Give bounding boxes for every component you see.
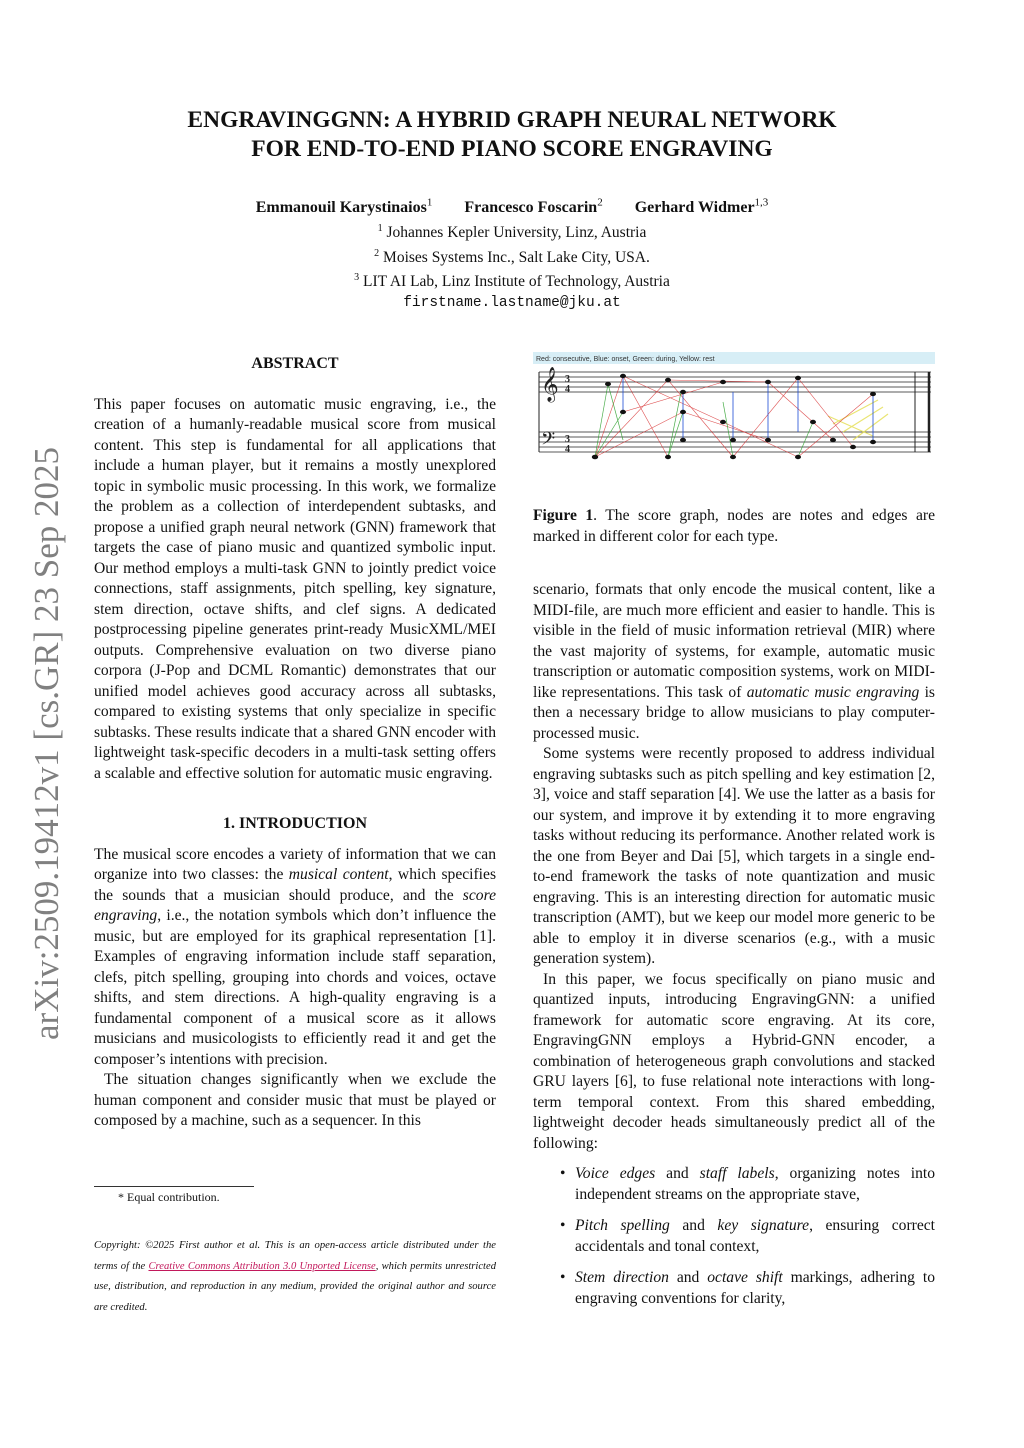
author-name: Francesco Foscarin — [464, 199, 598, 217]
abstract-heading: ABSTRACT — [251, 355, 339, 372]
caption-label: Figure 1 — [533, 507, 594, 524]
text-run: , which permits unrestricted use, distribution, and reproduction in any medium, provided the original author and source are credited. — [94, 1260, 497, 1313]
affiliation-text: Johannes Kepler University, Linz, Austria — [386, 224, 647, 242]
text-run: musical content — [288, 866, 389, 883]
note-heads — [592, 374, 876, 460]
text-run: Stem direction — [575, 1269, 669, 1286]
affiliation-3 — [0, 268, 1024, 293]
list-item — [533, 1216, 935, 1257]
text-run: and — [655, 1165, 700, 1182]
author-sup: 1,3 — [754, 197, 769, 209]
license-link[interactable]: Creative Commons Attribution 3.0 Unported License — [148, 1260, 376, 1272]
text-run: , ensuring correct accidentals and tonal context, — [575, 1217, 936, 1255]
figure-legend: Red: consecutive, Blue: onset, Green: during, Yellow: rest — [536, 356, 715, 363]
affiliations — [0, 219, 1024, 313]
right-paragraph-2: Some systems were recently proposed to address individual engraving subtasks such as pitch spelling and key estimation [2, 3], voice and staff separation [4]. We use the latter as a basis for our system, and improve it by extending it to more engraving tasks without reducing its performance. Another related work is the one from Beyer and Dai [5], which targets in a single end-to-end framework the tasks of note quantization and music engraving. This is an interesting direction for automatic music transcription (AMT), but we keep our model more generic to be able to employ it in diverse scenarios (e.g., with a music generation system). — [533, 745, 935, 967]
copyright-notice — [94, 1236, 496, 1318]
footnote: * Equal contribution. — [118, 1190, 220, 1204]
text-run: markings, adhering to engraving conventions for clarity, — [575, 1269, 936, 1307]
author-list — [0, 197, 1024, 217]
affiliation-text: LIT AI Lab, Linz Institute of Technology, Austria — [363, 273, 670, 291]
affiliation-sup: 2 — [374, 247, 380, 259]
introduction-heading: 1. INTRODUCTION — [222, 815, 367, 832]
text-run: The musical score encodes a variety of information that we can organize into two classes: the — [94, 845, 496, 883]
title-line-2: FOR END-TO-END PIANO SCORE ENGRAVING — [251, 136, 773, 162]
text-run: is then a necessary bridge to allow musicians to play computer-processed music. — [533, 683, 935, 742]
figure-caption — [533, 506, 935, 547]
right-paragraph-3: In this paper, we focus specifically on piano music and quantized inputs, introducing EngravingGNN: a unified framework for automatic score engraving. At its core, EngravingGNN employs a Hybrid-GNN encoder, a combination of heterogeneous graph convolutions and stacked GRU layers [6], to fuse relational note interactions with long-term temporal context. From this shared embedding, lightweight decoder heads simultaneously predict all of the following: — [533, 970, 935, 1152]
time-signature-treble-icon: 4 — [565, 384, 570, 395]
text-run: Copyright: ©2025 First author et al. This is an open-access article distributed under the terms of the — [94, 1240, 496, 1272]
author-1 — [256, 199, 433, 216]
author-sup: 1 — [426, 197, 433, 209]
right-column — [533, 580, 935, 1320]
affiliation-2 — [0, 244, 1024, 269]
rest-edges — [828, 400, 888, 440]
treble-clef-icon: 𝄞 — [541, 368, 559, 401]
author-name: Gerhard Widmer — [634, 199, 755, 217]
text-run: , i.e., the notation symbols which don’t influence the music, but are employed for its graphical representation [1]. Examples of engraving information include staff separation, clefs, pitch spelling, grouping into chords and voices, octave shifts, and stem directions. A high-quality engraving is a fundamental component of a musical score as it allows musicians and musicologists to efficiently read it and get the composer’s intentions with precision. — [94, 907, 496, 1068]
text-run: and — [669, 1217, 718, 1234]
intro-paragraph-2: The situation changes significantly when we exclude the human component and consider music that must be played or composed by a machine, such as a sequencer. In this — [94, 1071, 496, 1129]
text-run: and — [668, 1269, 708, 1286]
text-run: , organizing notes into independent streams on the appropriate stave, — [575, 1165, 935, 1203]
author-sup: 2 — [597, 197, 603, 209]
text-run: Pitch spelling — [575, 1217, 670, 1234]
bass-clef-icon: 𝄢 — [541, 428, 556, 453]
right-paragraph-1 — [533, 580, 935, 744]
treble-staff — [539, 372, 931, 392]
author-3 — [635, 199, 769, 216]
author-name: Emmanouil Karystinaios — [255, 199, 427, 217]
time-signature-treble-icon: 3 — [565, 374, 570, 385]
arxiv-identifier: arXiv:2509.19412v1 [cs.GR] 23 Sep 2025 — [27, 446, 66, 1040]
time-signature-bass-icon: 3 — [565, 434, 570, 445]
affiliation-sup: 1 — [377, 223, 383, 234]
text-run: key signature — [717, 1217, 810, 1234]
text-run: octave shift — [707, 1269, 783, 1286]
author-email: firstname.lastname@jku.at — [403, 294, 621, 311]
text-run: staff labels — [699, 1165, 775, 1182]
consecutive-edges — [595, 376, 873, 457]
text-run: score engraving — [94, 886, 496, 924]
title-line-1: ENGRAVINGGNN: A HYBRID GRAPH NEURAL NETWORK — [187, 107, 837, 133]
score-graph-figure — [533, 352, 935, 470]
text-run: , which specifies the sounds that a musician should produce, and the — [94, 866, 497, 904]
contribution-list — [533, 1164, 935, 1309]
time-signature-bass-icon: 4 — [565, 444, 570, 455]
affiliation-1 — [0, 219, 1024, 244]
affiliation-sup: 3 — [354, 272, 360, 284]
text-run: Voice edges — [575, 1165, 656, 1182]
caption-text: . The score graph, nodes are notes and edges are marked in different color for each type. — [533, 507, 935, 545]
abstract-text: This paper focuses on automatic music engraving, i.e., the creation of a humanly-readable musical score from musical content. This step is fundamental for all applications that include a human player, but it remains a mostly unexplored topic in symbolic music processing. In this work, we formalize the problem as a collection of interdependent subtasks, and propose a unified graph neural network (GNN) framework that targets the case of piano music and quantized symbolic input. Our method employs a multi-task GNN to jointly predict voice connections, staff assignments, pitch spelling, key signature, stem direction, octave shifts, and clef signs. A dedicated postprocessing pipeline generates print-ready MusicXML/MEI outputs. Comprehensive evaluation on two diverse piano corpora (J-Pop and DCML Romantic) demonstrates that our unified model achieves good accuracy across all subtasks, compared to existing systems that only specialize in specific subtasks. These results indicate that a shared GNN encoder with lightweight task-specific decoders in a multi-task setting offers a scalable and effective solution for automatic music engraving. — [94, 395, 496, 782]
list-item — [533, 1268, 935, 1309]
left-column — [94, 354, 496, 1132]
footnote-divider — [94, 1186, 254, 1187]
intro-paragraph-1 — [94, 845, 496, 1071]
text-run: scenario, formats that only encode the musical content, like a MIDI-file, are much more efficient and easier to handle. This is visible in the field of music information retrieval (MIR) where the vast majority of systems, for example, automatic music transcription or automatic composition systems, work on MIDI-like representations. This task of — [533, 581, 935, 701]
paper-title — [0, 106, 1024, 164]
during-edges — [595, 384, 813, 457]
author-2 — [464, 199, 602, 216]
list-item — [533, 1164, 935, 1205]
text-run: automatic music engraving — [746, 683, 920, 701]
affiliation-text: Moises Systems Inc., Salt Lake City, USA. — [383, 248, 650, 266]
